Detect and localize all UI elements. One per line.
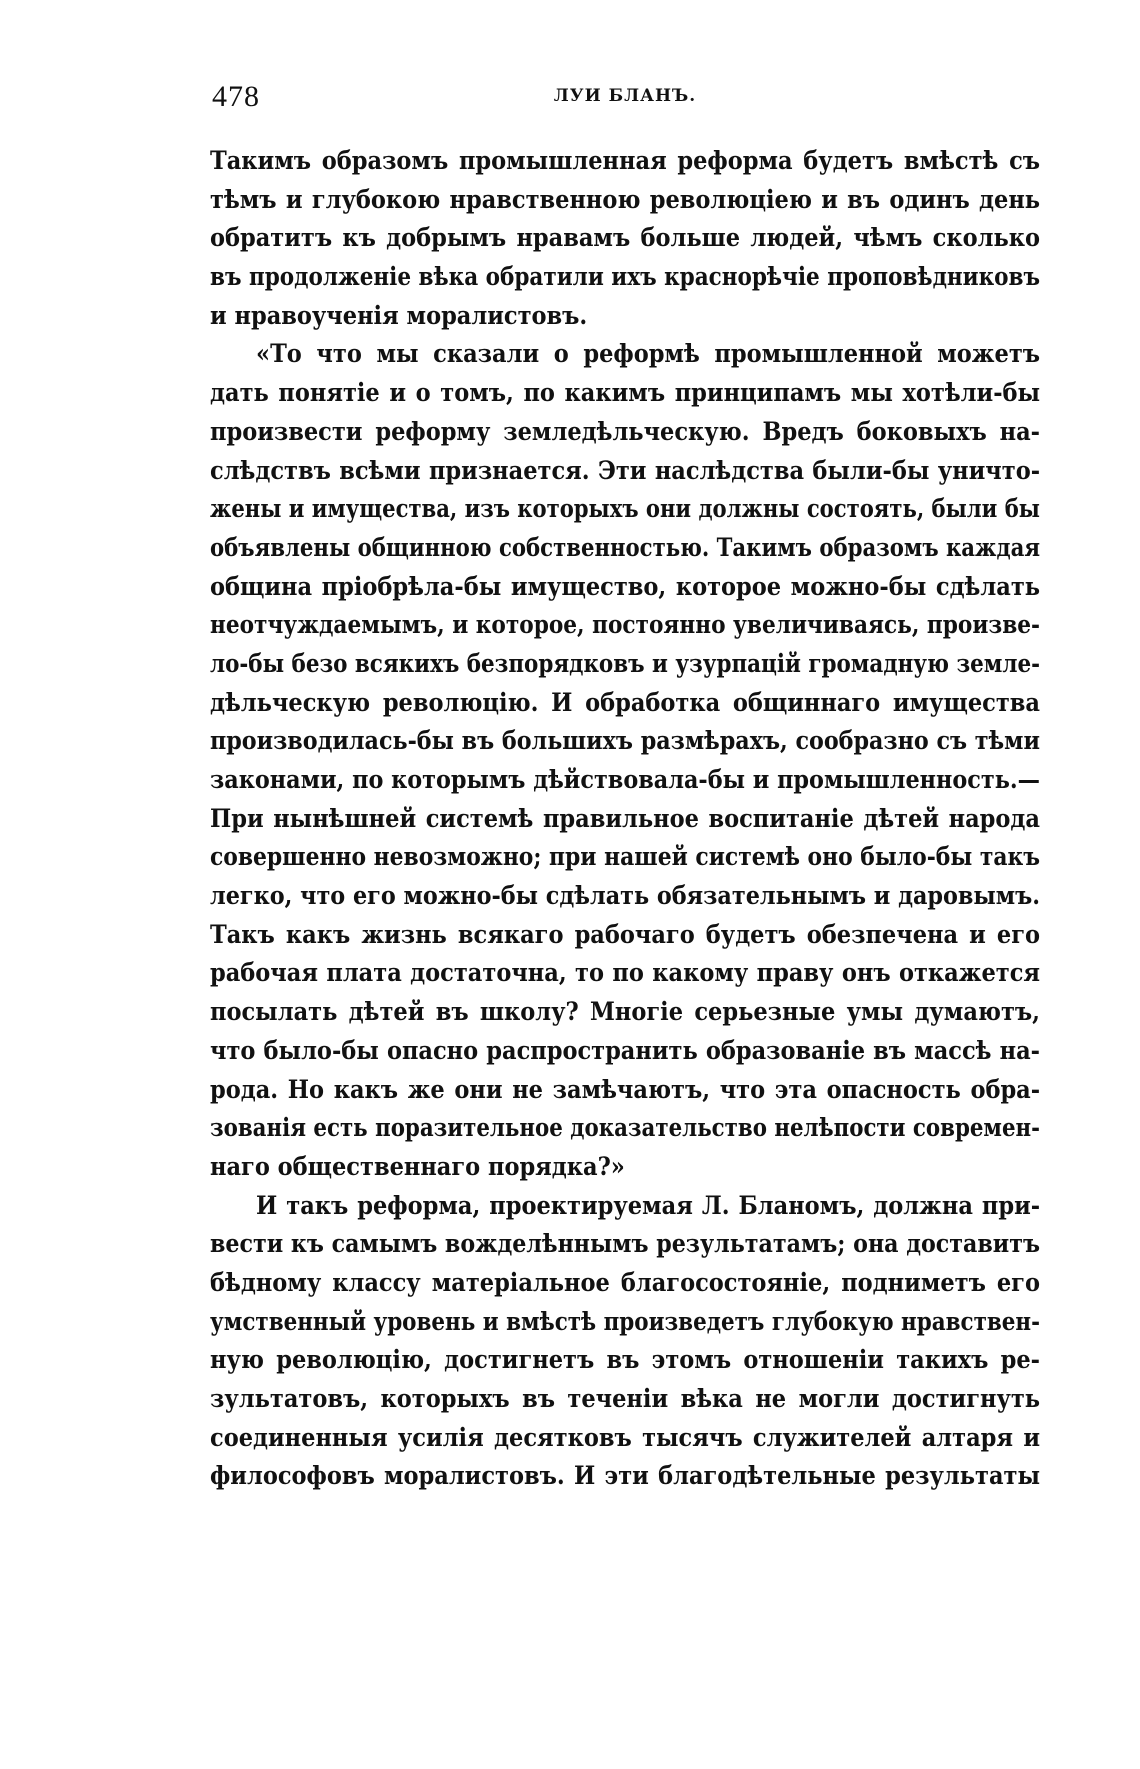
- text-line: Такъ какъ жизнь всякаго рабочаго будетъ обезпечена и его: [210, 919, 1041, 949]
- text-line: тѣмъ и глубокою нравственною революціею и въ одинъ день: [210, 184, 1041, 214]
- text-line: философовъ моралистовъ. И эти благодѣтельные результаты: [210, 1461, 1041, 1491]
- paragraph-3: [210, 1187, 1040, 1497]
- text-line: жены и имущества, изъ которыхъ они должны состоять, были бы: [210, 494, 1040, 524]
- text-line: слѣдствъ всѣми признается. Эти наслѣдства были-бы уничто-: [210, 455, 1041, 485]
- text-line: зованія есть поразительное доказательство нелѣпости современ-: [210, 1113, 1041, 1143]
- text-line: умственный уровень и вмѣстѣ произведетъ глубокую нравствен-: [210, 1306, 1040, 1336]
- page-header: [210, 80, 1040, 128]
- running-title: ЛУИ БЛАНЪ.: [553, 86, 697, 106]
- text-line: произвести реформу земледѣльческую. Вредъ боковыхъ на-: [210, 416, 1041, 446]
- text-line: неотчуждаемымъ, и которое, постоянно увеличиваясь, произве-: [210, 610, 1040, 640]
- text-line: При нынѣшней системѣ правильное воспитаніе дѣтей народа: [210, 803, 1040, 833]
- text-line: законами, по которымъ дѣйствовала-бы и промышленность.—: [210, 765, 1041, 794]
- text-line: и нравоученія моралистовъ.: [210, 300, 588, 330]
- text-line: ную революцію, достигнетъ въ этомъ отношеніи такихъ ре-: [210, 1345, 1040, 1375]
- text-line: дѣльческую революцію. И обработка общиннаго имущества: [210, 687, 1040, 717]
- text-line: обратитъ къ добрымъ нравамъ больше людей, чѣмъ сколько: [210, 223, 1040, 253]
- text-line: Такимъ образомъ промышленная реформа будетъ вмѣстѣ съ: [210, 146, 1041, 175]
- text-line: въ продолженіе вѣка обратили ихъ краснорѣчіе проповѣдниковъ: [210, 262, 1041, 292]
- text-line: бѣдному классу матеріальное благосостояніе, подниметъ его: [210, 1267, 1040, 1297]
- text-line: рода. Но какъ же они не замѣчаютъ, что эта опасность обра-: [210, 1074, 1041, 1104]
- text-line: ло-бы безо всякихъ безпорядковъ и узурпацій громадную земле-: [210, 648, 1041, 678]
- text-line: наго общественнаго порядка?»: [210, 1151, 625, 1181]
- text-line: «То что мы сказали о реформѣ промышленной можетъ: [256, 339, 1041, 369]
- text-line: община пріобрѣла-бы имущество, которое можно-бы сдѣлать: [210, 571, 1041, 601]
- page-number: 478: [212, 80, 260, 113]
- text-line: рабочая плата достаточна, то по какому праву онъ откажется: [210, 958, 1041, 988]
- text-line: легко, что его можно-бы сдѣлать обязательнымъ и даровымъ.: [210, 881, 1041, 911]
- text-line: производилась-бы въ большихъ размѣрахъ, сообразно съ тѣми: [210, 726, 1040, 756]
- text-line: посылать дѣтей въ школу? Многіе серьезные умы думаютъ,: [210, 997, 1040, 1027]
- text-line: соединенныя усилія десятковъ тысячъ служителей алтаря и: [210, 1422, 1041, 1452]
- paragraph-1: [210, 142, 1040, 335]
- text-line: И такъ реформа, проектируемая Л. Бланомъ, должна при-: [256, 1190, 1041, 1220]
- text-line: зультатовъ, которыхъ въ теченіи вѣка не могли достигнуть: [210, 1384, 1041, 1413]
- text-line: совершенно невозможно; при нашей системѣ оно было-бы такъ: [210, 842, 1041, 872]
- book-page: [210, 80, 1040, 1496]
- paragraph-2-quote: [210, 335, 1040, 1186]
- text-line: вести къ самымъ вожделѣннымъ результатамъ; она доставитъ: [210, 1229, 1040, 1259]
- text-line: объявлены общинною собственностью. Такимъ образомъ каждая: [210, 532, 1041, 562]
- text-line: дать понятіе и о томъ, по какимъ принципамъ мы хотѣли-бы: [210, 378, 1041, 408]
- text-line: что было-бы опасно распространить образованіе въ массѣ на-: [210, 1035, 1040, 1065]
